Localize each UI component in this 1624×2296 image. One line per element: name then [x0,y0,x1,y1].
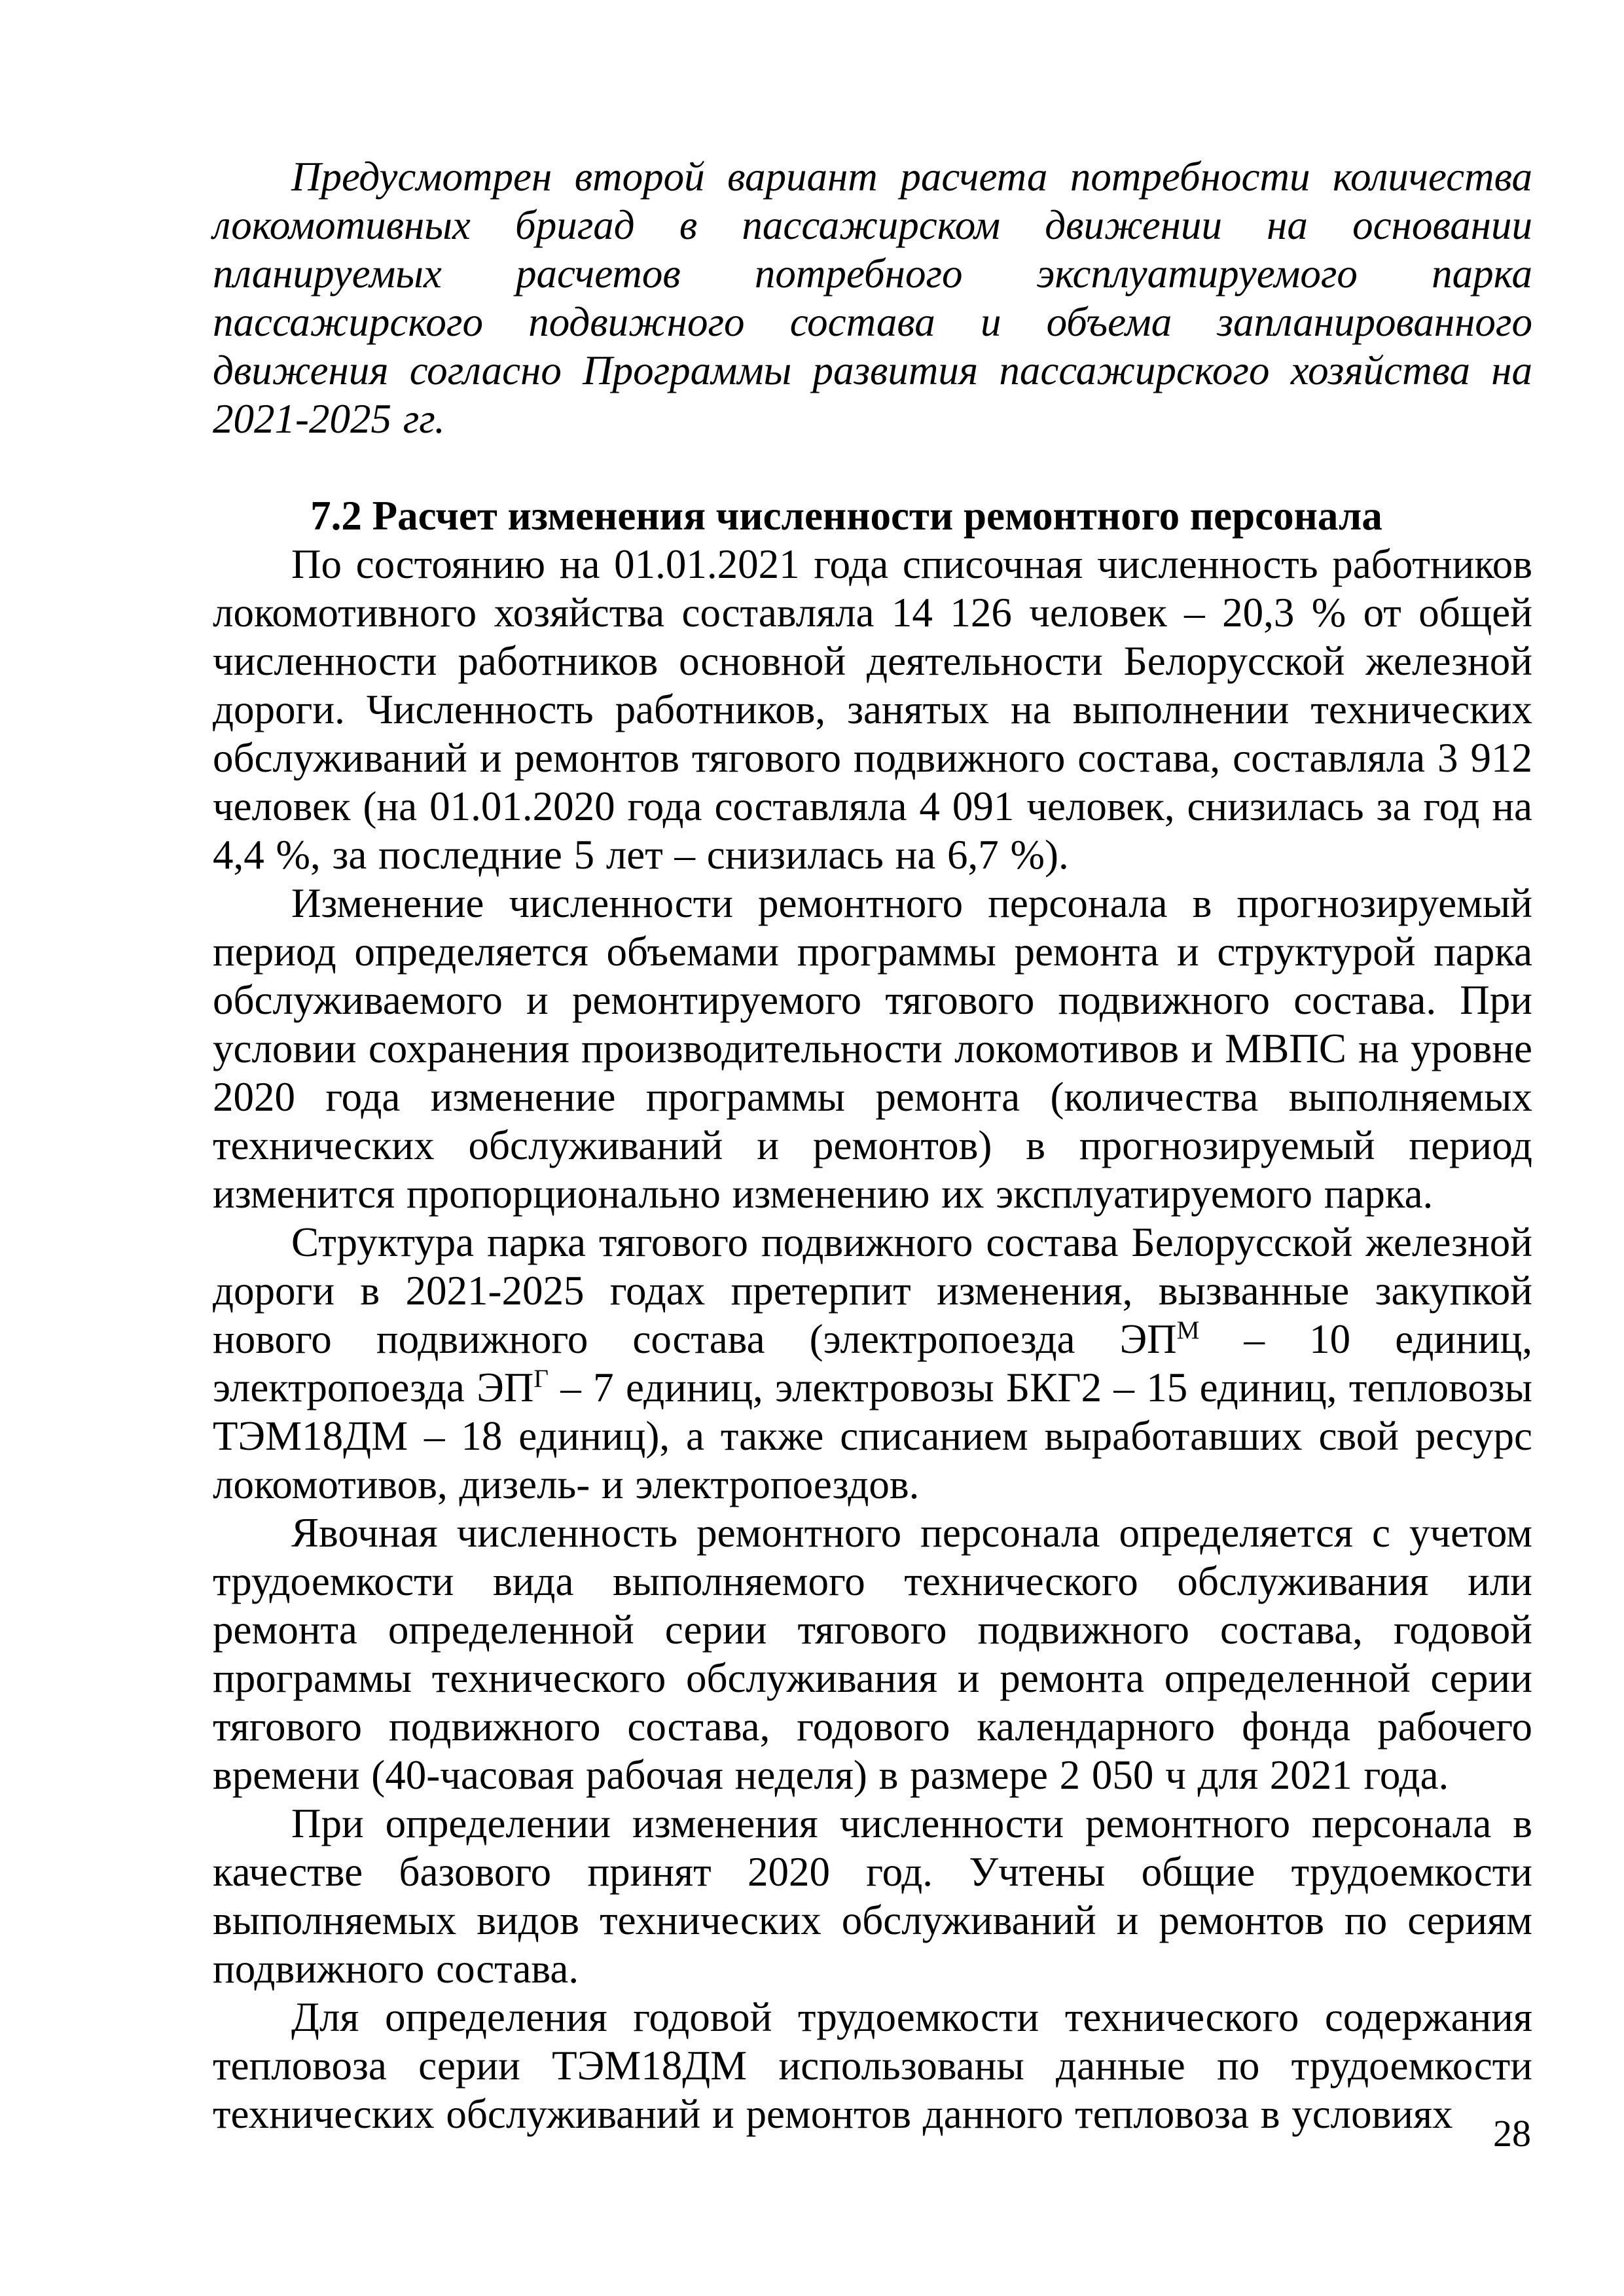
page-content [213,152,1532,2138]
fleet-structure-text-3: – 7 единиц, электровозы БКГ2 – 15 единиц, тепловозы ТЭМ18ДМ – 18 единиц), а также списанием выработавших свой ресурс локомотивов, дизель- и электропоездов. [213,1365,1533,1507]
page-number: 28 [1493,2112,1531,2155]
paragraph-attendance: Явочная численность ремонтного персонала определяется с учетом трудоемкости вида выполняемого технического обслуживания или ремонта определенной серии тягового подвижного состава, годовой программы технического обслуживания и ремонта определенной серии тягового подвижного состава, годового календарного фонда рабочего времени (40-часовая рабочая неделя) в размере 2 050 ч для 2021 года. [213,1510,1532,1798]
superscript-m: М [1176,1316,1200,1344]
paragraph-base-year: При определении изменения численности ремонтного персонала в качестве базового принят 2020 год. Учтены общие трудоемкости выполняемых видов технических обслуживаний и ремонтов по сериям подвижного состава. [213,1801,1532,1992]
fleet-structure-text-2: – 10 единиц, электропоезда ЭП [213,1316,1533,1410]
paragraph-staff-2021: По состоянию на 01.01.2021 года списочная численность работников локомотивного хозяйства составляла 14 126 человек – 20,3 % от общей численности работников основной деятельности Белорусской железной дороги. Численность работников, занятых на выполнении технических обслуживаний и ремонтов тягового подвижного состава, составляла 3 912 человек (на 01.01.2020 года составляла 4 091 человек, снизилась за год на 4,4 %, за последние 5 лет – снизилась на 6,7 %). [213,541,1532,878]
paragraph-change-forecast: Изменение численности ремонтного персонала в прогнозируемый период определяется объемами программы ремонта и структурой парка обслуживаемого и ремонтируемого тягового подвижного состава. При условии сохранения производительности локомотивов и МВПС на уровне 2020 года изменение программы ремонта (количества выполняемых технических обслуживаний и ремонтов) в прогнозируемый период изменится пропорционально изменению их эксплуатируемого парка. [213,880,1532,1217]
paragraph-fleet-structure [213,1218,1532,1509]
fleet-structure-text-1: Структура парка тягового подвижного состава Белорусской железной дороги в 2021-2025 годах претерпит изменения, вызванные закупкой нового подвижного состава (электропоезда ЭП [213,1219,1532,1362]
intro-paragraph: Предусмотрен второй вариант расчета потребности количества локомотивных бригад в пассажирском движении на основании планируемых расчетов потребного эксплуатируемого парка пассажирского подвижного состава и объема запланированного движения согласно Программы развития пассажирского хозяйства на 2021-2025 гг. [213,154,1532,442]
paragraph-tem18dm: Для определения годовой трудоемкости технического содержания тепловоза серии ТЭМ18ДМ использованы данные по трудоемкости технических обслуживаний и ремонтов данного тепловоза в условиях [213,1994,1532,2137]
section-heading: 7.2 Расчет изменения численности ремонтного персонала [310,493,1382,539]
superscript-g: Г [533,1365,549,1393]
